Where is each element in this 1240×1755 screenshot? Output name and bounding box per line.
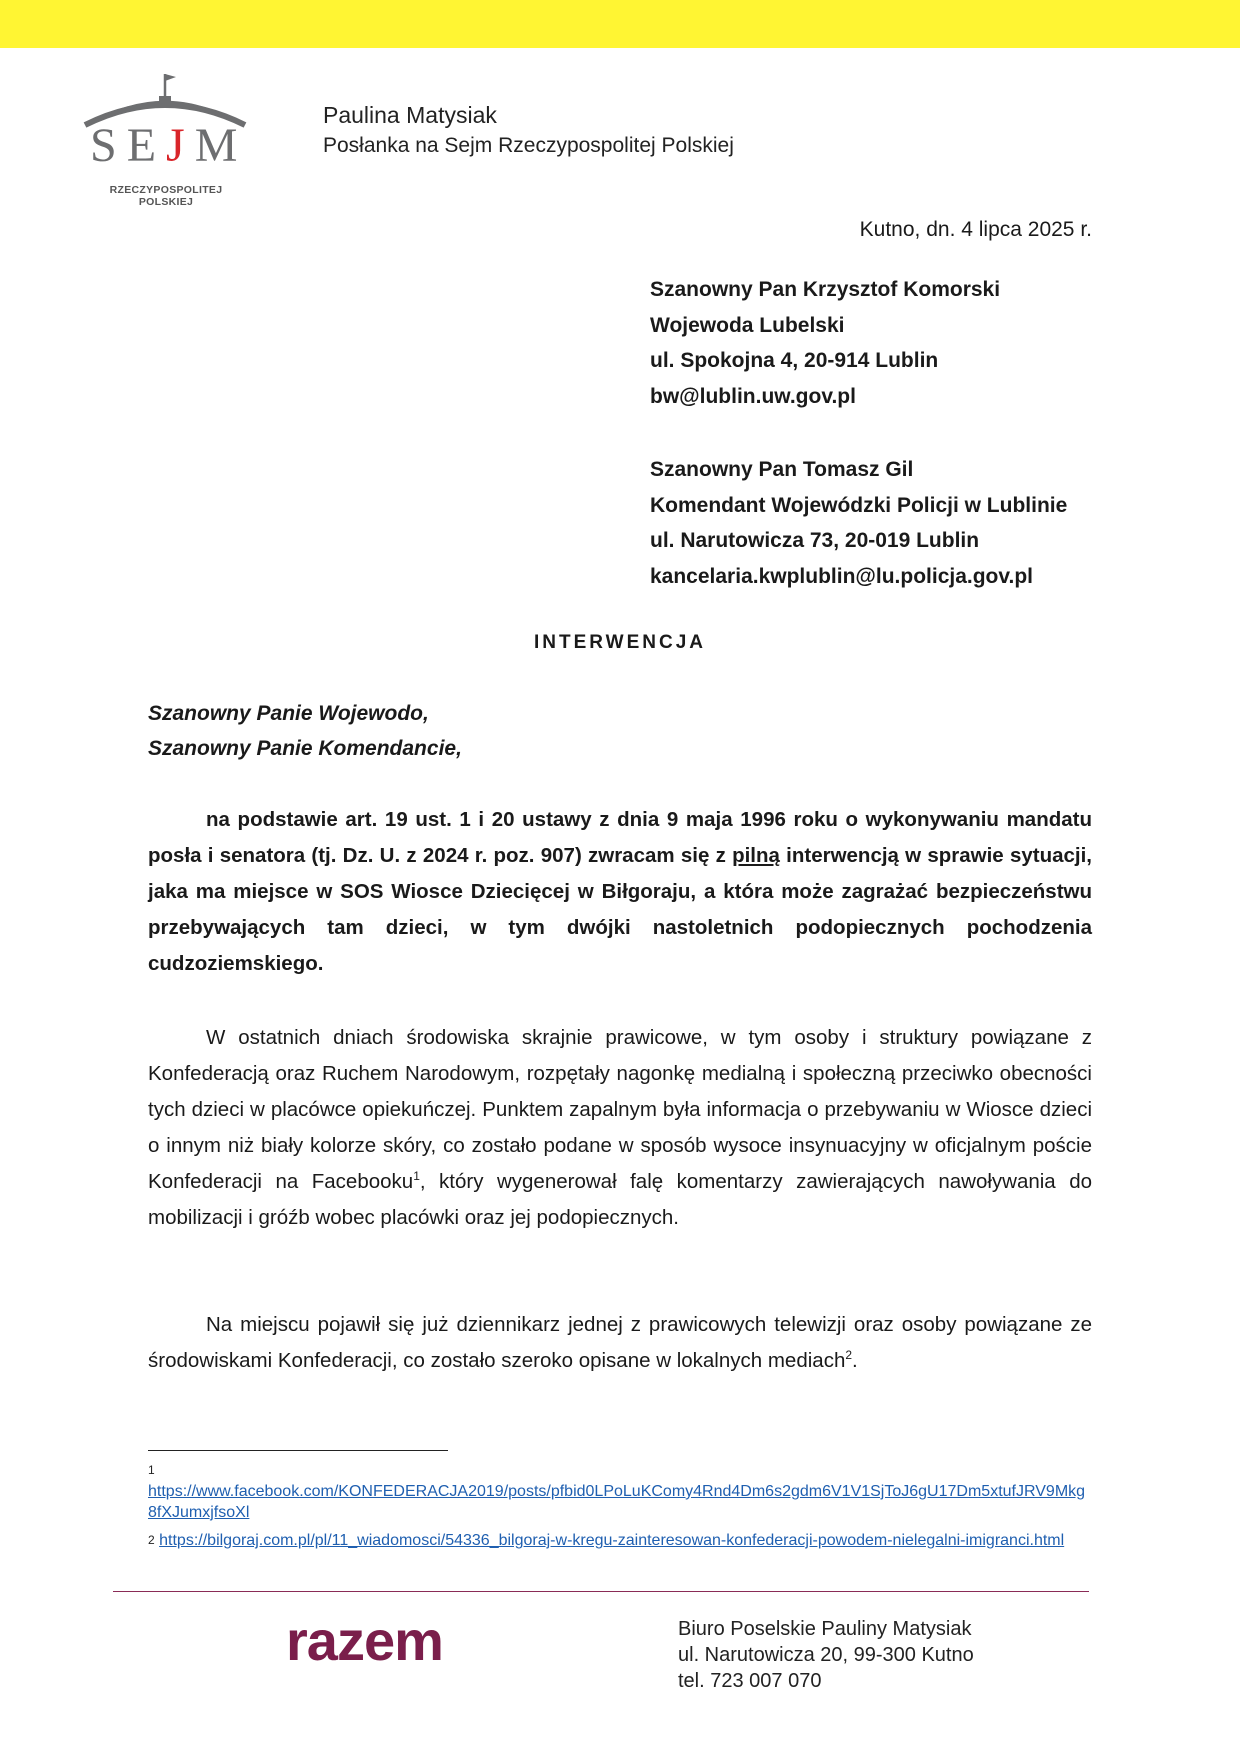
salutation-line: Szanowny Panie Wojewodo, <box>148 702 429 725</box>
footnote-link[interactable]: https://www.facebook.com/KONFEDERACJA2019/posts/pfbid0LPoLuKComy4Rnd4Dm6s2gdm6V1V1SjToJ6gU17Dm5xtufJRV9Mkg8fXJumxjfsoXl <box>148 1483 1086 1521</box>
office-name: Biuro Poselskie Pauliny Matysiak <box>678 1618 972 1640</box>
salutation <box>148 696 462 766</box>
sejm-logo <box>80 70 250 208</box>
recipient-name: Szanowny Pan Krzysztof Komorski <box>650 278 1001 301</box>
top-accent-bar <box>0 0 1240 48</box>
office-address <box>678 1616 974 1694</box>
sender-name: Paulina Matysiak <box>323 102 497 128</box>
footer-rule <box>113 1591 1089 1592</box>
recipient-block <box>650 452 1067 594</box>
office-street: ul. Narutowicza 20, 99-300 Kutno <box>678 1644 974 1666</box>
recipient-title: Wojewoda Lubelski <box>650 313 845 337</box>
footnote <box>148 1460 1092 1523</box>
recipient-email: bw@lublin.uw.gov.pl <box>650 384 856 408</box>
footnote-ref: 1 <box>413 1169 420 1184</box>
sejm-wordmark: SEJM <box>90 119 248 172</box>
footnote-separator <box>148 1450 448 1451</box>
document-title: INTERWENCJA <box>534 632 706 653</box>
logo-subtitle: RZECZYPOSPOLITEJ POLSKIEJ <box>109 184 223 208</box>
recipient-name: Szanowny Pan Tomasz Gil <box>650 458 914 481</box>
office-phone: tel. 723 007 070 <box>678 1670 822 1692</box>
footnote-link[interactable]: https://bilgoraj.com.pl/pl/11_wiadomosci/54336_bilgoraj-w-kregu-zainteresowan-konfederacji-powodem-nielegalni-imigranci.html <box>159 1532 1065 1549</box>
recipient-address: ul. Narutowicza 73, 20-019 Lublin <box>650 529 980 552</box>
razem-logo: razem <box>286 1609 443 1672</box>
recipient-email: kancelaria.kwplublin@lu.policja.gov.pl <box>650 564 1034 588</box>
footnote-number: 1 <box>148 1463 155 1477</box>
paragraph-media: Na miejscu pojawił się już dziennikarz jednej z prawicowych telewizji oraz osoby powiązane ze środowiskami Konfederacji, co zostało szeroko opisane w lokalnych mediach$^2$. <box>148 1313 1092 1372</box>
recipient-block <box>650 272 1000 414</box>
paragraph-intro: na podstawie art. 19 ust. 1 i 20 ustawy z dnia 9 maja 1996 roku o wykonywaniu mandatu posła i senatora (tj. Dz. U. z 2024 r. poz. 907) zwracam się z pilną interwencją w sprawie sytuacji, jaka ma miejsce w SOS Wiosce Dziecięcej w Biłgoraju, a która może zagrażać bezpieczeństwu przebywających tam dzieci, w tym dwójki nastoletnich podopiecznych pochodzenia cudzoziemskiego. <box>148 808 1092 975</box>
paragraph-context: W ostatnich dniach środowiska skrajnie prawicowe, w tym osoby i struktury powiązane z Konfederacją oraz Ruchem Narodowym, rozpętały nagonkę medialną i społeczną przeciwko obecności tych dzieci w placówce opiekuńczej. Punktem zapalnym była informacja o przebywaniu w Wiosce dzieci o innym niż biały kolorze skóry, co zostało podane w sposób wysoce insynuacyjny w oficjalnym poście Konfederacji na Facebooku$^1$, który wygenerował falę komentarzy zawierających nawoływania do mobilizacji i gróźb wobec placówki oraz jej podopiecznych. <box>148 1026 1093 1229</box>
recipient-title: Komendant Wojewódzki Policji w Lublinie <box>650 493 1068 517</box>
emphasis-urgent: pilną <box>732 844 780 867</box>
footnote-ref: 2 <box>845 1348 853 1363</box>
salutation-line: Szanowny Panie Komendancie, <box>148 737 462 760</box>
recipient-address: ul. Spokojna 4, 20-914 Lublin <box>650 349 939 372</box>
footnote-number: 2 <box>148 1533 155 1547</box>
sender-role: Posłanka na Sejm Rzeczypospolitej Polskiej <box>323 134 734 157</box>
letter-date: Kutno, dn. 4 lipca 2025 r. <box>859 218 1092 241</box>
footnote <box>148 1530 1092 1551</box>
